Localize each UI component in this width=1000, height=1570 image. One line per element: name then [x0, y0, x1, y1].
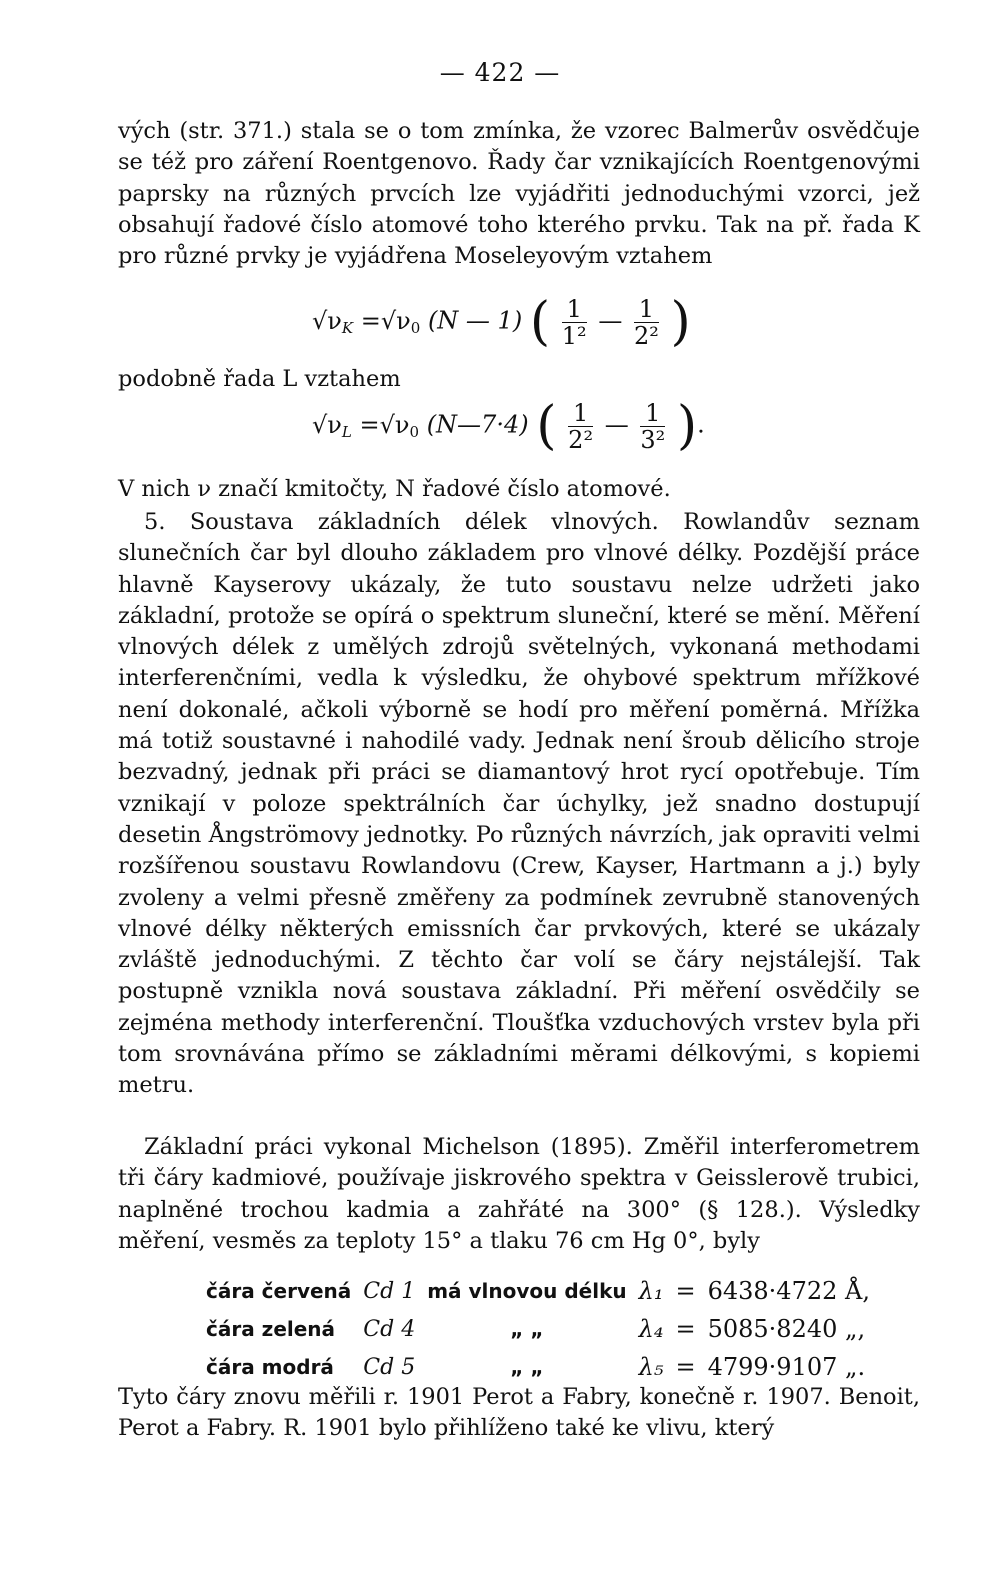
line-value: 6438·4722 Å,	[707, 1277, 870, 1305]
table-row	[200, 1348, 876, 1386]
eq2-fraction-1: $\frac{1}{\text{2²}}$	[568, 398, 594, 454]
table-row	[200, 1272, 876, 1310]
between-text-line: podobně řada L vztahem	[118, 366, 401, 392]
line-lambda: λ₅	[638, 1353, 664, 1381]
final-text: Tyto čáry znovu měřili r. 1901 Perot a Fabry, konečně r. 1907. Benoit, Perot a Fabry. R. 1901 bylo přihlíženo také ke vlivu, který	[118, 1384, 920, 1442]
final-paragraph	[118, 1382, 920, 1445]
michelson-text: Základní práci vykonal Michelson (1895). Změřil interferometrem tři čáry kadmiové, používaje jiskrového spektra v Geisslerově trubici, naplněné trochou kadmia a zahřáté na 300° (§ 128.). Výsledky měření, vesměs za teploty 15° a tlaku 76 cm Hg 0°, byly	[118, 1134, 920, 1254]
eq1-fraction-1: $\frac{1}{\text{1²}}$	[561, 294, 587, 350]
eq2-rhs-radical: $=√\nu_0$	[359, 410, 420, 441]
after-equation-text	[118, 474, 920, 505]
section-5-text: 5. Soustava základních délek vlnových. Rowlandův seznam slunečních čar byl dlouho základem pro vlnové délky. Pozdější práce hlavně Kayserovy ukázaly, že tuto soustavu nelze udržeti jako základní, protože se opírá o spektrum sluneční, které se mění. Měření vlnových délek z umělých zdrojů světelných, vykonaná methodami interferenčními, vedla k výsledku, že ohybové spektrum mřížkové není dokonalé, ačkoli výborně se hodí pro měření poměrná. Mřížka má totiž soustavné i nahodilé vady. Jednak není šroub dělicího stroje bezvadný, jednak při práci se diamantový hrot rycí opotřebuje. Tím vznikají v poloze spektrálních čar úchylky, jež snadno dostupují desetin Ångströmovy jednotky. Po různých návrzích, jak opraviti velmi rozšířenou soustavu Rowlandovu (Crew, Kayser, Hartmann a j.) byly zvoleny a velmi přesně změřeny za podmínek zevrubně stanovených vlnové délky některých emissních čar prvkových, které se ukázaly zvláště jednoduchými. Z těchto čar volí se čáry nejstálejší. Tak postupně vznikla nová soustava základní. Při měření osvědčily se zejména methody interferenční. Tloušťka vzduchových vrstev byla při tom srovnávána přímo se základními měrami délkovými, s kopiemi metru.	[118, 509, 920, 1099]
line-eq: =	[675, 1353, 696, 1381]
line-desc: „ „	[510, 1317, 544, 1341]
intro-text: vých (str. 371.) stala se o tom zmínka, že vzorec Balmerův osvědčuje se též pro záření Roentgenovo. Řady čar vznikajících Roentgenovými paprsky na různých prvcích lze vyjádřiti jednoduchými vzorci, jež obsahují řadové číslo atomové toho kterého prvku. Tak na př. řada K pro různé prvky je vyjádřena Moseleyovým vztahem	[118, 118, 920, 270]
eq2-lhs-radical: $√\nu_L$	[312, 410, 352, 441]
section-5-paragraph	[118, 507, 920, 1102]
line-desc: má vlnovou délku	[427, 1279, 627, 1303]
eq2-fraction-2: $\frac{1}{\text{3²}}$	[640, 398, 666, 454]
line-label: čára červená	[206, 1279, 352, 1303]
line-element: Cd 5	[363, 1354, 416, 1380]
line-label: čára modrá	[206, 1355, 334, 1379]
line-eq: =	[675, 1277, 696, 1305]
eq1-minus: —	[598, 306, 623, 335]
line-element: Cd 4	[363, 1316, 416, 1342]
line-desc: „ „	[510, 1355, 544, 1379]
eq2-minus: —	[604, 410, 629, 439]
line-value: 5085·8240 „,	[707, 1315, 866, 1343]
cadmium-lines-table	[200, 1272, 876, 1386]
line-lambda: λ₄	[638, 1315, 664, 1343]
table-row	[200, 1310, 876, 1348]
eq1-lhs-radical: $√\nu_K$	[312, 306, 354, 337]
intro-paragraph	[118, 116, 920, 272]
line-eq: =	[675, 1315, 696, 1343]
equation-series-l: $√\nu_L =√\nu_0$ (N—7·4) ( $\frac{1}{\text{2²}}$ — $\frac{1}{\text{3²}}$ ).	[312, 396, 705, 456]
line-value: 4799·9107 „.	[707, 1353, 866, 1381]
michelson-paragraph	[118, 1132, 920, 1257]
after-equation-line: V nich ν značí kmitočty, N řadové číslo atomové.	[118, 476, 671, 502]
eq1-fraction-2: $\frac{1}{\text{2²}}$	[633, 294, 659, 350]
page-number: — 422 —	[439, 58, 561, 87]
between-text	[118, 364, 920, 395]
eq1-factor: (N — 1)	[427, 306, 523, 335]
eq2-factor: (N—7·4)	[426, 410, 529, 439]
line-label: čára zelená	[206, 1317, 336, 1341]
eq1-rhs-radical: $=√\nu_0$	[360, 306, 421, 337]
line-element: Cd 1	[363, 1278, 416, 1304]
equation-series-k: $√\nu_K =√\nu_0$ (N — 1) ( $\frac{1}{\text{1²}}$ — $\frac{1}{\text{2²}}$ )	[312, 292, 691, 352]
line-lambda: λ₁	[638, 1277, 664, 1305]
